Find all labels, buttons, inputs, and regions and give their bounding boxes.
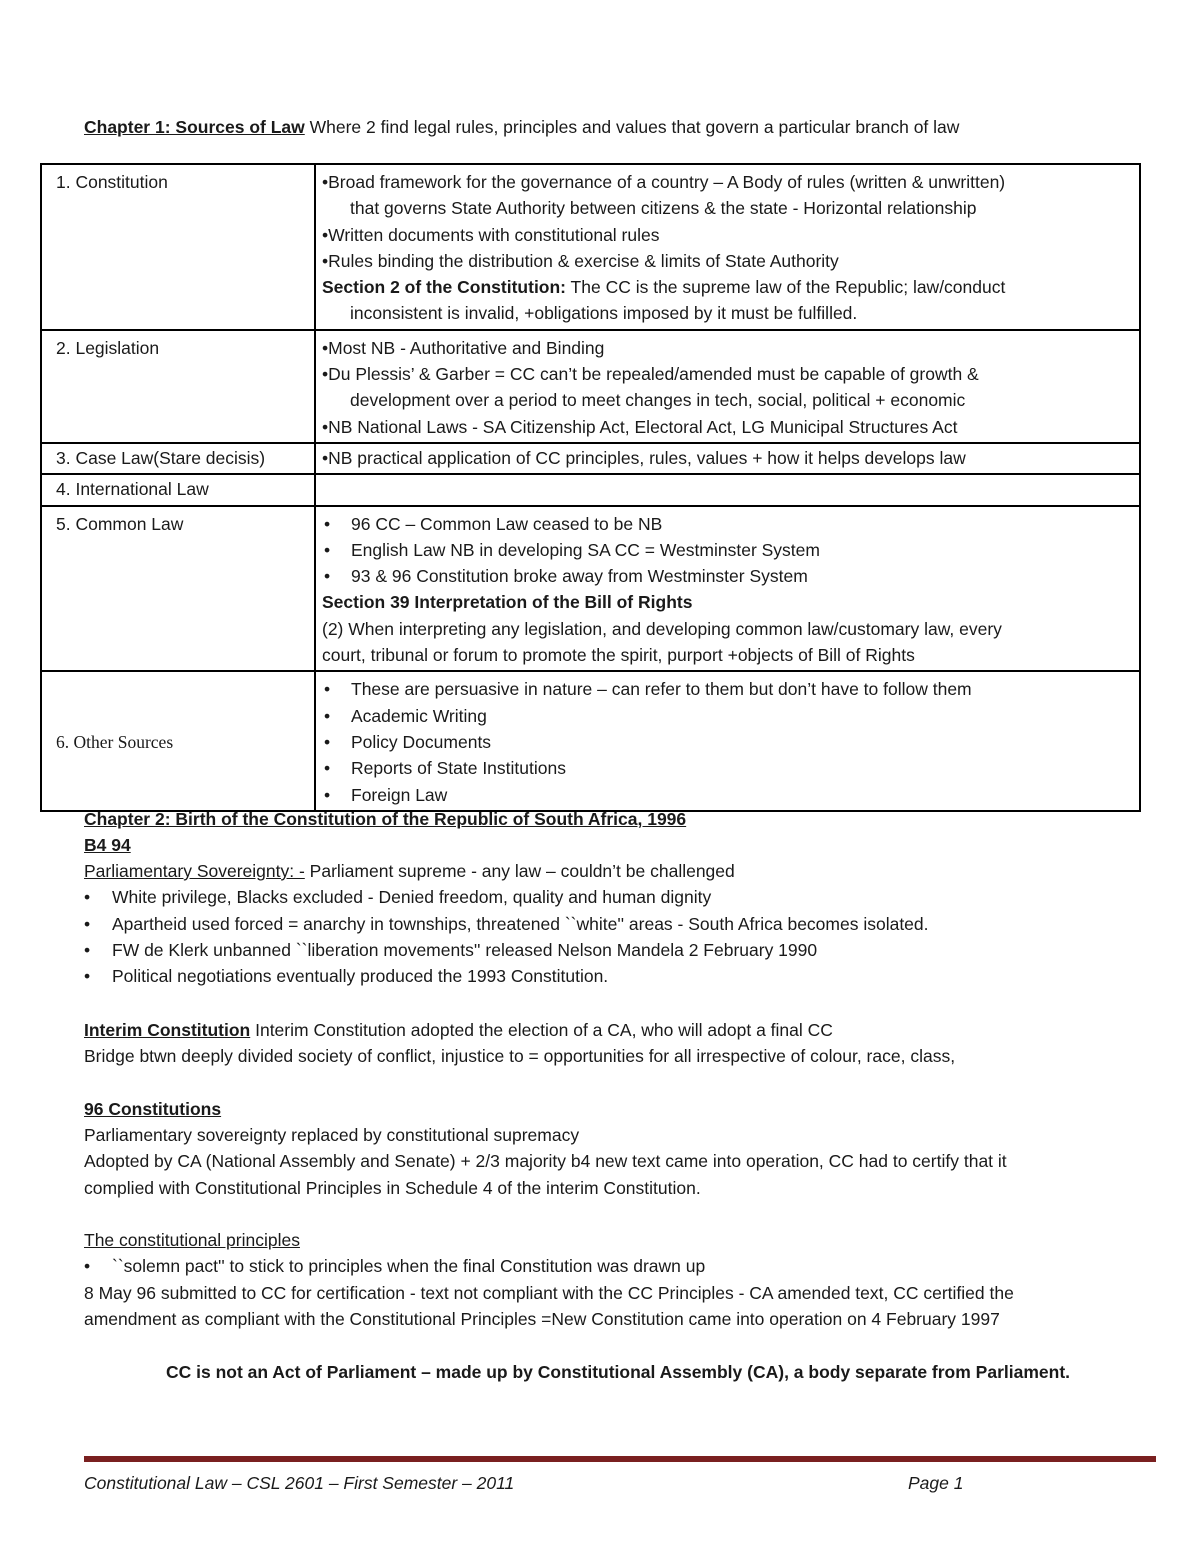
row-line: •Rules binding the distribution & exercise & limits of State Authority: [322, 250, 839, 271]
chapter1-title: Chapter 1: Sources of Law: [84, 117, 305, 137]
section-2-line: [322, 274, 1133, 300]
b494-heading: B4 94: [84, 835, 131, 855]
list-item: [84, 911, 929, 937]
bullet-icon: •: [324, 679, 331, 700]
section-39-heading: Section 39 Interpretation of the Bill of Rights: [322, 592, 693, 613]
row-content: [315, 330, 1140, 443]
list-item: [322, 729, 1133, 755]
list-item: [322, 703, 1133, 729]
list-item: [84, 1253, 705, 1279]
bullet-icon: •: [324, 784, 331, 805]
row-line: inconsistent is invalid, +obligations imposed by it must be fulfilled.: [350, 303, 858, 324]
table-row: [41, 671, 1140, 810]
row-content: [315, 164, 1140, 330]
bullet-icon: •: [324, 705, 331, 726]
chapter2-title: Chapter 2: Birth of the Constitution of the Republic of South Africa, 1996: [84, 809, 687, 829]
row-line: •Du Plessis’ & Garber = CC can’t be repealed/amended must be capable of growth &: [322, 364, 979, 385]
table-row: [41, 164, 1140, 330]
bullet-text: Foreign Law: [351, 784, 448, 805]
list-item: [322, 755, 1133, 781]
interim-constitution-line: [84, 1017, 833, 1043]
cp-line-2: 8 May 96 submitted to CC for certification - text not compliant with the CC Principles - CA amended text, CC certified the: [84, 1283, 1014, 1303]
list-item: [84, 963, 608, 989]
chapter1-subtitle: Where 2 find legal rules, principles and values that govern a particular branch of law: [304, 117, 960, 137]
bullet-text: ``solemn pact'' to stick to principles when the final Constitution was drawn up: [112, 1256, 706, 1276]
row-content: [315, 443, 1140, 474]
row-content: [315, 506, 1140, 672]
bullet-text: Academic Writing: [351, 705, 487, 726]
section-2-label: Section 2 of the Constitution:: [322, 277, 567, 298]
ps-text: Parliament supreme - any law – couldn’t be challenged: [304, 861, 735, 881]
bullet-icon: •: [84, 966, 91, 986]
row-line: development over a period to meet changes in tech, social, political + economic: [350, 390, 966, 411]
interim-label: Interim Constitution: [84, 1020, 251, 1040]
row-line: •NB National Laws - SA Citizenship Act, Electoral Act, LG Municipal Structures Act: [322, 416, 958, 437]
row-line: •Most NB - Authoritative and Binding: [322, 337, 605, 358]
bullet-text: English Law NB in developing SA CC = Westminster System: [351, 539, 820, 560]
ps-label: Parliamentary Sovereignty: -: [84, 861, 305, 881]
table-row: [41, 506, 1140, 672]
c96-line-1: Parliamentary sovereignty replaced by constitutional supremacy: [84, 1125, 580, 1145]
bullet-icon: •: [324, 758, 331, 779]
row-label: 1. Constitution: [41, 164, 315, 330]
parliamentary-sovereignty-line: [84, 858, 735, 884]
c96-line-3: complied with Constitutional Principles in Schedule 4 of the interim Constitution.: [84, 1178, 701, 1198]
c96-line-2: Adopted by CA (National Assembly and Senate) + 2/3 majority b4 new text came into operation, CC had to certify that it: [84, 1151, 1007, 1171]
cp-line-3: amendment as compliant with the Constitutional Principles =New Constitution came into operation on 4 February 1997: [84, 1309, 1000, 1329]
bullet-icon: •: [84, 914, 91, 934]
bullet-text: Political negotiations eventually produced the 1993 Constitution.: [112, 966, 609, 986]
list-item: [322, 537, 1133, 563]
page-number: Page 1: [908, 1473, 964, 1493]
closing-statement: CC is not an Act of Parliament – made up by Constitutional Assembly (CA), a body separate from Parliament.: [165, 1362, 1071, 1382]
bullet-icon: •: [84, 1256, 91, 1276]
list-item: [322, 676, 1133, 702]
row-line: •Written documents with constitutional rules: [322, 224, 660, 245]
row-line: (2) When interpreting any legislation, and developing common law/customary law, every: [322, 618, 1002, 639]
list-item: [322, 563, 1133, 589]
interim-text: Interim Constitution adopted the election of a CA, who will adopt a final CC: [250, 1020, 833, 1040]
list-item: [84, 937, 817, 963]
cp-heading: The constitutional principles: [84, 1230, 300, 1250]
sources-table: [40, 163, 1141, 812]
row-label: 3. Case Law(Stare decisis): [41, 443, 315, 474]
bullet-icon: •: [84, 940, 91, 960]
row-line: court, tribunal or forum to promote the spirit, purport +objects of Bill of Rights: [322, 645, 915, 666]
bullet-text: FW de Klerk unbanned ``liberation movements'' released Nelson Mandela 2 February 1990: [112, 940, 818, 960]
row-content: [315, 671, 1140, 810]
interim-line-2: Bridge btwn deeply divided society of conflict, injustice to = opportunities for all irrespective of colour, race, class,: [84, 1046, 956, 1066]
list-item: [322, 782, 1133, 808]
table-row: [41, 474, 1140, 505]
bullet-text: 96 CC – Common Law ceased to be NB: [351, 513, 663, 534]
bullet-text: Reports of State Institutions: [351, 758, 566, 779]
bullet-icon: •: [324, 566, 331, 587]
table-row: [41, 443, 1140, 474]
bullet-text: These are persuasive in nature – can refer to them but don’t have to follow them: [351, 679, 972, 700]
bullet-text: Apartheid used forced = anarchy in townships, threatened ``white'' areas - South Africa becomes isolated.: [112, 914, 929, 934]
footer-divider: [84, 1456, 1156, 1462]
bullet-text: Policy Documents: [351, 731, 492, 752]
bullet-icon: •: [324, 539, 331, 560]
bullet-icon: •: [324, 513, 331, 534]
row-line: •NB practical application of CC principles, rules, values + how it helps develops law: [322, 447, 966, 468]
bullet-text: White privilege, Blacks excluded - Denied freedom, quality and human dignity: [112, 887, 712, 907]
row-label: 4. International Law: [41, 474, 315, 505]
row-label: 2. Legislation: [41, 330, 315, 443]
bullet-icon: •: [324, 731, 331, 752]
footer-left: Constitutional Law – CSL 2601 – First Semester – 2011: [84, 1473, 515, 1493]
table-row: [41, 330, 1140, 443]
bullet-icon: •: [84, 887, 91, 907]
row-label: 5. Common Law: [41, 506, 315, 672]
c96-heading: 96 Constitutions: [84, 1099, 222, 1119]
row-content: [315, 474, 1140, 505]
list-item: [84, 884, 711, 910]
row-line: •Broad framework for the governance of a country – A Body of rules (written & unwritten): [322, 172, 1006, 192]
row-line: that governs State Authority between citizens & the state - Horizontal relationship: [350, 198, 977, 219]
chapter1-heading: [84, 114, 959, 140]
row-label: 6. Other Sources: [41, 671, 315, 810]
section-2-text: The CC is the supreme law of the Republic; law/conduct: [566, 277, 1006, 298]
list-item: [322, 511, 1133, 537]
bullet-text: 93 & 96 Constitution broke away from Westminster System: [351, 566, 808, 587]
